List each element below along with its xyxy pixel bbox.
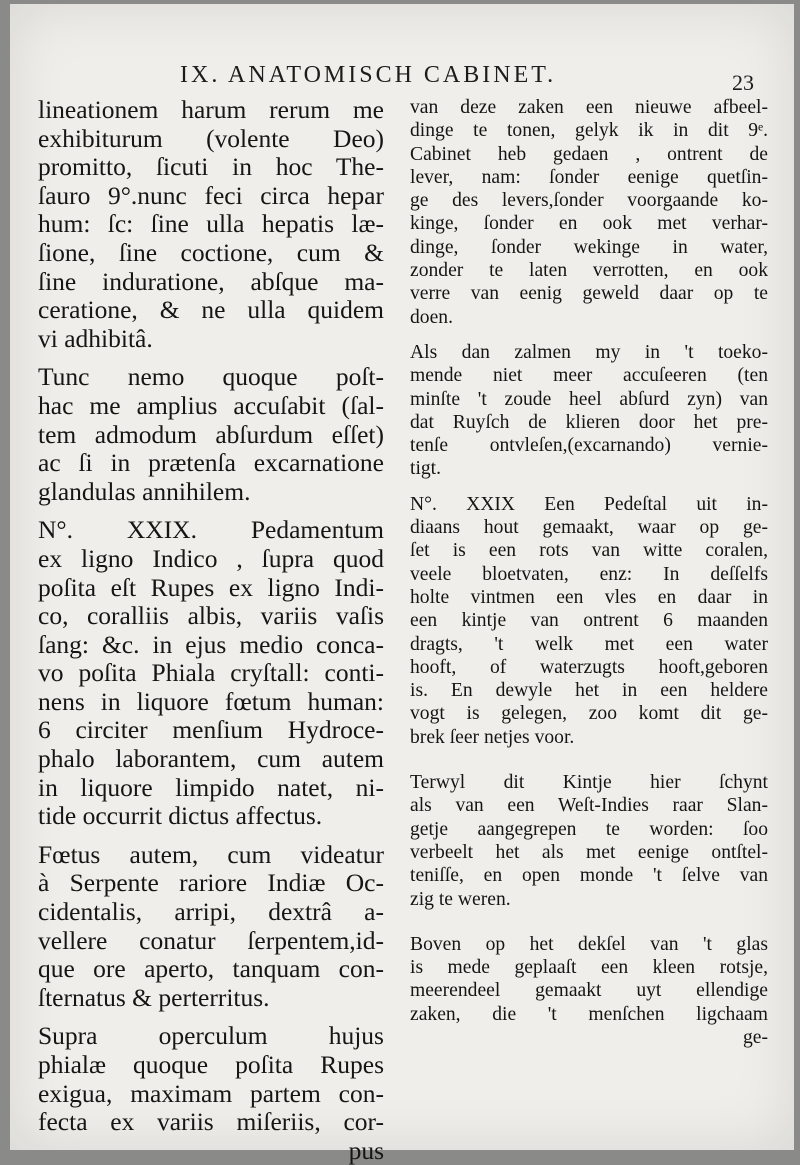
text-line: cidentalis, arripi, dextrâ a-: [38, 898, 384, 927]
text-line: ex ligno Indico , ſupra quod: [38, 544, 384, 573]
paragraph-gap: [38, 506, 384, 516]
paragraph-gap: [410, 911, 768, 933]
paragraph: [38, 363, 384, 506]
text-line: hac me amplius accuſabit (ſal-: [38, 391, 384, 420]
text-line: dinge te tonen, gelyk ik in dit 9ᵉ.: [410, 120, 768, 142]
text-line: glandulas annihilem.: [38, 477, 251, 506]
text-line: zig te weren.: [410, 888, 511, 910]
text-line: ſet is een rots van witte coralen,: [410, 540, 768, 562]
text-line: poſita eſt Rupes ex ligno Indi-: [38, 573, 384, 602]
text-line: nens in liquore fœtum human:: [38, 687, 384, 716]
text-line: ſang: &c. in ejus medio conca-: [38, 630, 384, 659]
paragraph-gap: [38, 353, 384, 363]
paragraph: [410, 341, 768, 481]
text-line: exigua, maximam partem con-: [38, 1079, 384, 1108]
text-line: kinge, ſonder en ook met verhar-: [410, 213, 768, 235]
text-line: Cabinet heb gedaen , ontrent de: [410, 143, 768, 165]
text-line: holte vintmen een vles en daar in: [410, 586, 768, 608]
text-line: van deze zaken een nieuwe afbeel-: [410, 97, 768, 118]
text-line: Boven op het dekſel van 't glas: [410, 933, 768, 955]
text-line: meerendeel gemaakt uyt ellendige: [410, 980, 768, 1002]
text-line: N°. XXIX. Pedamentum: [38, 516, 384, 545]
text-line: à Serpente rariore Indiæ Oc-: [38, 869, 384, 898]
text-line: minſte 't zoude heel abſurd zyn) van: [410, 388, 768, 410]
text-line: vi adhibitâ.: [38, 324, 153, 353]
text-line: mende niet meer accuſeeren (ten: [410, 365, 768, 387]
latin-column: [38, 96, 384, 1165]
paragraph-gap: [410, 329, 768, 341]
paragraph-gap: [38, 831, 384, 841]
text-line: lineationem harum rerum me: [38, 96, 384, 124]
catchword: ge-: [742, 1026, 768, 1048]
text-line: ſauro 9°.nunc feci circa hepar: [38, 181, 384, 210]
text-line: lever, nam: ſonder eenige quetſin-: [410, 166, 768, 188]
text-line: verbeelt het als met eenige ontſtel-: [410, 841, 768, 863]
text-line: Als dan zalmen my in 't toeko-: [410, 341, 768, 363]
text-line: 6 circiter menſium Hydroce-: [38, 716, 384, 745]
text-line: tenſe ontvleſen,(excarnando) vernie-: [410, 435, 768, 457]
text-line: co, coralliis albis, variis vaſis: [38, 602, 384, 631]
text-line: getje aangegrepen te worden: ſoo: [410, 818, 768, 840]
text-line: fecta ex variis miſeriis, cor-: [38, 1108, 384, 1137]
text-line: is. En dewyle het in een heldere: [410, 680, 768, 702]
text-line: ſine induratione, abſque ma-: [38, 267, 384, 296]
text-line: exhibiturum (volente Deo): [38, 124, 384, 153]
text-line: Fœtus autem, cum videatur: [38, 840, 384, 869]
text-line: N°. XXIX Een Pedeſtal uit in-: [410, 493, 768, 515]
paragraph: [38, 516, 384, 831]
text-line: que ore aperto, tanquam con-: [38, 955, 384, 984]
text-line: hooft, of waterzugts hooft,geboren: [410, 656, 768, 678]
dutch-column: [410, 96, 768, 1049]
text-line: Terwyl dit Kintje hier ſchynt: [410, 772, 768, 794]
text-line: veele bloetvaten, enz: In deſſelfs: [410, 563, 768, 585]
text-line: dragts, 't welk met een water: [410, 633, 768, 655]
text-line: Tunc nemo quoque poſt-: [38, 363, 384, 392]
text-line: promitto, ſicuti in hoc The-: [38, 153, 384, 182]
text-line: vellere conatur ſerpentem,id-: [38, 926, 384, 955]
catchword: pus: [348, 1136, 384, 1165]
text-line: ſternatus & perterritus.: [38, 983, 270, 1012]
text-line: verre van eenig geweld daar op te: [410, 283, 768, 305]
paragraph: [38, 841, 384, 1013]
text-line: dat Ruyſch de klieren door het pre-: [410, 411, 768, 433]
text-line: zaken, die 't menſchen ligchaam: [410, 1003, 768, 1025]
paragraph: [410, 493, 768, 749]
text-line: als van een Weſt-Indies raar Slan-: [410, 795, 768, 817]
running-head: [10, 62, 794, 98]
page-number: 23: [732, 70, 754, 95]
text-line: is mede geplaaſt een kleen rotsje,: [410, 957, 768, 979]
paragraph: [38, 96, 384, 353]
paragraph: [410, 771, 768, 911]
paragraph-gap: [410, 749, 768, 771]
text-line: in liquore limpido natet, ni-: [38, 773, 384, 802]
paragraph-gap: [410, 481, 768, 493]
text-line: ſione, ſine coctione, cum &: [38, 238, 384, 267]
book-page: [10, 4, 794, 1165]
text-line: diaans hout gemaakt, waar op ge-: [410, 517, 768, 539]
text-line: brek ſeer netjes voor.: [410, 726, 575, 748]
text-line: ge des levers,ſonder voorgaande ko-: [410, 190, 768, 212]
paragraph: [38, 1022, 384, 1136]
paragraph: [410, 96, 768, 329]
running-title: IX. ANATOMISCH CABINET.: [180, 62, 557, 88]
text-line: ac ſi in prætenſa excarnatione: [38, 449, 384, 478]
text-line: ceratione, & ne ulla quidem: [38, 296, 384, 325]
text-line: hum: ſc: ſine ulla hepatis læ-: [38, 210, 384, 239]
paragraph: [410, 933, 768, 1026]
text-line: een kintje van ontrent 6 maanden: [410, 610, 768, 632]
paragraph-gap: [38, 1012, 384, 1022]
text-line: teniſſe, en open monde 't ſelve van: [410, 865, 768, 887]
text-line: doen.: [410, 306, 453, 328]
text-line: tem admodum abſurdum eſſet): [38, 420, 384, 449]
text-line: tide occurrit dictus affectus.: [38, 802, 323, 831]
text-line: Supra operculum hujus: [38, 1022, 384, 1051]
text-line: zonder te laten verrotten, en ook: [410, 260, 768, 282]
text-line: dinge, ſonder wekinge in water,: [410, 236, 768, 258]
text-line: vogt is gelegen, zoo komt dit ge-: [410, 703, 768, 725]
text-line: tigt.: [410, 458, 442, 480]
text-line: vo poſita Phiala cryſtall: conti-: [38, 659, 384, 688]
text-line: phalo laborantem, cum autem: [38, 745, 384, 774]
text-line: phialæ quoque poſita Rupes: [38, 1051, 384, 1079]
